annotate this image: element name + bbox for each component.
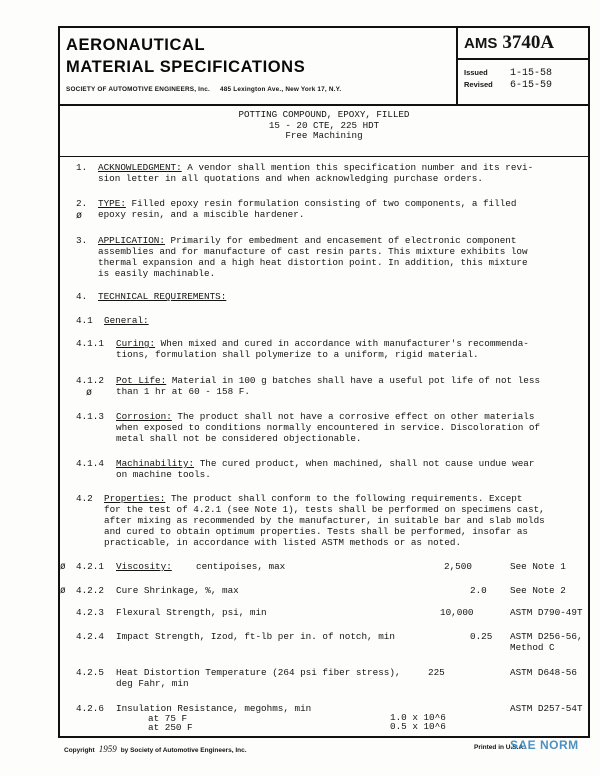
property-value: 10,000 <box>440 607 474 618</box>
section-4-2-line4: and cured to obtain optimum properties. Tests shall be performed, insofar as <box>104 526 529 537</box>
copyright-prefix: Copyright <box>64 747 95 754</box>
property-value: 225 <box>428 667 445 678</box>
section-4-2-line1: Properties: The product shall conform to the following requirements. Except <box>104 493 523 504</box>
property-method-detail: Method C <box>510 642 555 653</box>
property-method: ASTM D256-56, <box>510 631 583 642</box>
date-block <box>458 60 588 92</box>
property-method: See Note 1 <box>510 561 566 572</box>
property-value: 2,500 <box>444 561 472 572</box>
section-4-1-3-line2: when exposed to conditions normally encountered in service. Discoloration of <box>116 422 541 433</box>
section-4-1-3-line1: Corrosion: The product shall not have a corrosive effect on other materials <box>116 411 535 422</box>
sub-condition-label: at 250 F <box>148 722 193 733</box>
property-number: 4.2.6 <box>76 703 104 714</box>
section-number: 4.1.4 <box>76 458 104 469</box>
issued-row <box>464 68 588 80</box>
property-row <box>0 704 600 715</box>
property-method: ASTM D257-54T <box>510 703 583 714</box>
copyright-year: 1959 <box>98 744 117 754</box>
section-4-2-line3: after mixing as recommended by the manufacturer, in suitable bar and slab molds <box>104 515 545 526</box>
section-4-1-2-line1: Pot Life: Material in 100 g batches shall have a useful pot life of not less <box>116 375 541 386</box>
ams-number: 3740A <box>502 32 555 53</box>
title-line1: POTTING COMPOUND, EPOXY, FILLED <box>238 109 410 120</box>
section-4-1-4-line2: on machine tools. <box>116 469 211 480</box>
property-value: 0.25 <box>470 631 493 642</box>
title-line3: Free Machining <box>285 130 363 141</box>
section-heading: TECHNICAL REQUIREMENTS: <box>98 291 227 302</box>
property-desc: centipoises, max <box>196 561 286 572</box>
section-heading: ACKNOWLEDGMENT: <box>98 162 182 173</box>
section-4-1-1-line2: tions, formulation shall polymerize to a uniform, rigid material. <box>116 349 479 360</box>
property-number: 4.2.3 <box>76 607 104 618</box>
society-address: 485 Lexington Ave., New York 17, N.Y. <box>220 86 342 93</box>
property-number: 4.2.5 <box>76 667 104 678</box>
section-heading: Corrosion: <box>116 411 172 422</box>
revision-mark: ø <box>60 585 66 596</box>
section-4-1-4-line1: Machinability: The cured product, when machined, shall not cause undue wear <box>116 458 535 469</box>
ams-number-box <box>458 28 588 60</box>
property-row <box>0 668 600 679</box>
section-4-2-line2: for the test of 4.2.1 (see Note 1), tests shall be performed on specimens cast, <box>104 504 545 515</box>
property-label: Insulation Resistance, megohms, min <box>116 703 312 714</box>
watermark-logo: SAE NORM <box>510 738 579 752</box>
section-heading: General: <box>104 315 149 326</box>
section-heading: Pot Life: <box>116 375 167 386</box>
section-heading: Machinability: <box>116 458 195 469</box>
org-subline <box>66 86 456 93</box>
property-row <box>0 586 600 597</box>
section-number: 4.1.3 <box>76 411 104 422</box>
revised-label: Revised <box>464 80 493 89</box>
section-1-line2: sion letter in all quotations and when acknowledging purchase orders. <box>98 173 483 184</box>
section-number: 4.1 <box>76 315 93 326</box>
section-heading: Curing: <box>116 338 156 349</box>
org-title-line2: MATERIAL SPECIFICATIONS <box>66 58 306 76</box>
property-method: See Note 2 <box>510 585 566 596</box>
ams-prefix: AMS <box>464 34 498 52</box>
section-number: 1. <box>76 162 88 173</box>
property-label: Impact Strength, Izod, ft-lb per in. of notch, min <box>116 631 395 642</box>
property-method: ASTM D648-56 <box>510 667 577 678</box>
property-number: 4.2.1 <box>76 561 104 572</box>
property-method: ASTM D790-49T <box>510 607 583 618</box>
property-row <box>0 608 600 619</box>
sub-condition-label: at 75 F <box>148 713 188 724</box>
issued-label: Issued <box>464 68 488 77</box>
property-label: Flexural Strength, psi, min <box>116 607 267 618</box>
property-number: 4.2.4 <box>76 631 104 642</box>
revision-mark: ø <box>86 387 93 398</box>
revision-mark: ø <box>76 210 83 221</box>
property-desc: deg Fahr, min <box>116 678 189 689</box>
property-value: 2.0 <box>470 585 487 596</box>
section-4-2-line5: practicable, in accordance with listed ASTM methods or as noted. <box>104 537 462 548</box>
property-label: Viscosity: <box>116 561 172 572</box>
title-line2: 15 - 20 CTE, 225 HDT <box>268 119 380 131</box>
section-heading: TYPE: <box>98 198 126 209</box>
copyright-line <box>64 744 247 754</box>
section-4-1-3-line3: metal shall not be considered objectionable. <box>116 433 362 444</box>
revised-row <box>464 80 588 92</box>
section-number: 4.2 <box>76 493 93 504</box>
section-3-line2: assemblies and for manufacture of cast resin parts. This mixture exhibits low <box>98 246 528 257</box>
section-heading: Properties: <box>104 493 166 504</box>
title-box <box>58 106 590 156</box>
section-heading: APPLICATION: <box>98 235 165 246</box>
section-3-line3: thermal expansion and a high heat distortion point. In addition, this mixture <box>98 257 528 268</box>
sub-condition-value: 0.5 x 10^6 <box>390 721 446 732</box>
section-number: 4.1.1 <box>76 338 104 349</box>
section-4-1-2-line2: than 1 hr at 60 - 158 F. <box>116 386 250 397</box>
org-title-line1: AERONAUTICAL <box>66 36 206 54</box>
property-label: Cure Shrinkage, %, max <box>116 585 239 596</box>
section-number: 3. <box>76 235 88 246</box>
section-3-line4: is easily machinable. <box>98 268 216 279</box>
section-2-line1: TYPE: Filled epoxy resin formulation consisting of two components, a filled <box>98 198 517 209</box>
printed-in: Printed in U.S.A. <box>474 744 525 751</box>
property-row <box>0 562 600 573</box>
section-2-line2: epoxy resin, and a miscible hardener. <box>98 209 305 220</box>
property-label: Heat Distortion Temperature (264 psi fiber stress), <box>116 667 401 678</box>
revised-date: 6-15-59 <box>510 80 553 91</box>
section-number: 4.1.2 <box>76 375 104 386</box>
header-box <box>58 26 590 106</box>
society-name: SOCIETY OF AUTOMOTIVE ENGINEERS, Inc. <box>66 86 210 93</box>
sub-condition-value: 1.0 x 10^6 <box>390 712 446 723</box>
section-3-line1: APPLICATION: Primarily for embedment and encasement of electronic component <box>98 235 517 246</box>
org-block <box>60 28 458 104</box>
section-1-line1: ACKNOWLEDGMENT: A vendor shall mention this specification number and its revi- <box>98 162 534 173</box>
issued-date: 1-15-58 <box>510 68 553 79</box>
copyright-holder: by Society of Automotive Engineers, Inc. <box>120 747 247 754</box>
revision-mark: ø <box>60 561 66 572</box>
section-number: 2. <box>76 198 88 209</box>
spec-id-block <box>458 28 588 104</box>
section-4-1-1-line1: Curing: When mixed and cured in accordance with manufacturer's recommenda- <box>116 338 529 349</box>
sae-advisory-notice <box>8 70 50 700</box>
section-number: 4. <box>76 291 88 302</box>
property-number: 4.2.2 <box>76 585 104 596</box>
